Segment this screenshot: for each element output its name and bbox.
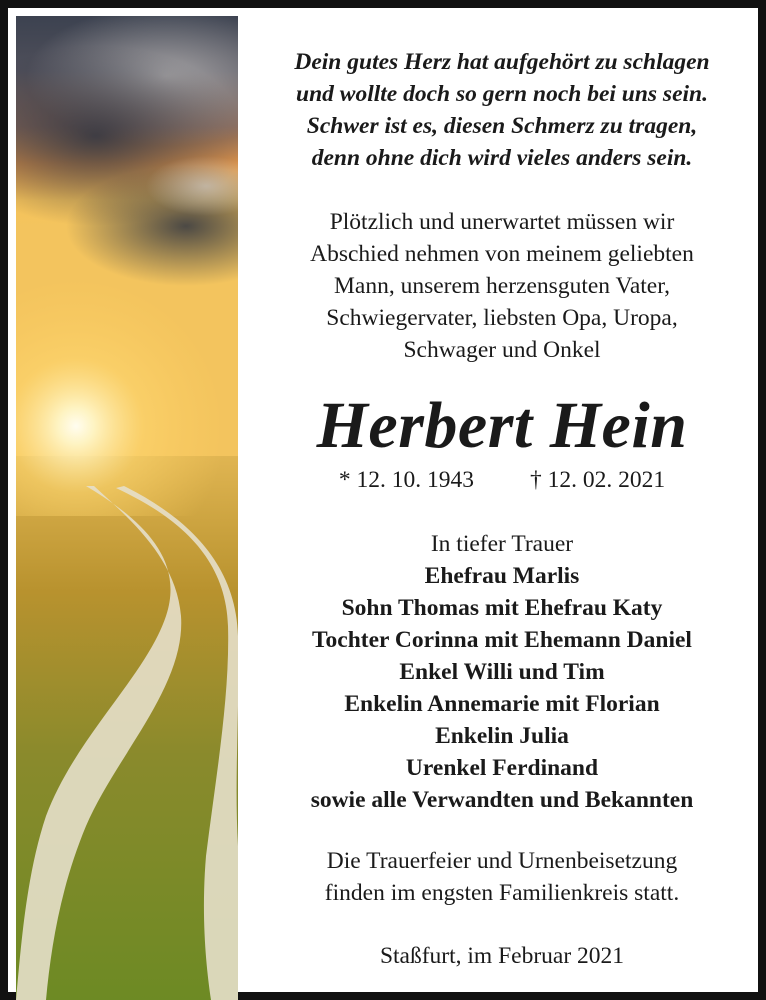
mourner-entry: Enkel Willi und Tim bbox=[399, 659, 605, 685]
deceased-name: Herbert Hein bbox=[316, 389, 688, 462]
announcement-line: Mann, unserem herzensguten Vater, bbox=[334, 273, 670, 299]
mourner-entry: Enkelin Annemarie mit Florian bbox=[344, 691, 660, 717]
landscape-illustration bbox=[16, 16, 238, 1000]
death-date: † 12. 02. 2021 bbox=[530, 467, 666, 493]
sunset-path-image bbox=[16, 16, 238, 1000]
obituary-text bbox=[238, 16, 766, 1000]
place-and-date: Staßfurt, im Februar 2021 bbox=[379, 943, 625, 969]
service-line: finden im engsten Familienkreis statt. bbox=[324, 880, 680, 906]
mourner-entry: Ehefrau Marlis bbox=[424, 563, 580, 589]
memorial-poem bbox=[238, 46, 766, 174]
mourner-entry: sowie alle Verwandten und Bekannten bbox=[310, 787, 694, 813]
poem-line: Dein gutes Herz hat aufgehört zu schlagen bbox=[294, 49, 710, 75]
mourner-entry: Tochter Corinna mit Ehemann Daniel bbox=[312, 627, 692, 653]
life-dates bbox=[238, 464, 766, 496]
mourning-lead: In tiefer Trauer bbox=[430, 531, 574, 557]
announcement-line: Schwager und Onkel bbox=[403, 337, 601, 363]
service-notice bbox=[238, 845, 766, 909]
announcement-line: Abschied nehmen von meinem geliebten bbox=[310, 241, 694, 267]
poem-line: denn ohne dich wird vieles anders sein. bbox=[311, 145, 693, 171]
mourner-entry: Urenkel Ferdinand bbox=[405, 755, 599, 781]
announcement-line: Plötzlich und unerwartet müssen wir bbox=[329, 209, 675, 235]
poem-line: und wollte doch so gern noch bei uns sein. bbox=[296, 81, 708, 107]
poem-line: Schwer ist es, diesen Schmerz zu tragen, bbox=[306, 113, 698, 139]
announcement-text bbox=[238, 206, 766, 366]
service-line: Die Trauerfeier und Urnenbeisetzung bbox=[326, 848, 678, 874]
announcement-line: Schwiegervater, liebsten Opa, Uropa, bbox=[326, 305, 678, 331]
mourner-entry: Sohn Thomas mit Ehefrau Katy bbox=[341, 595, 663, 621]
mourner-entry: Enkelin Julia bbox=[435, 723, 569, 749]
mourners-list bbox=[238, 528, 766, 816]
birth-date: * 12. 10. 1943 bbox=[338, 467, 474, 493]
